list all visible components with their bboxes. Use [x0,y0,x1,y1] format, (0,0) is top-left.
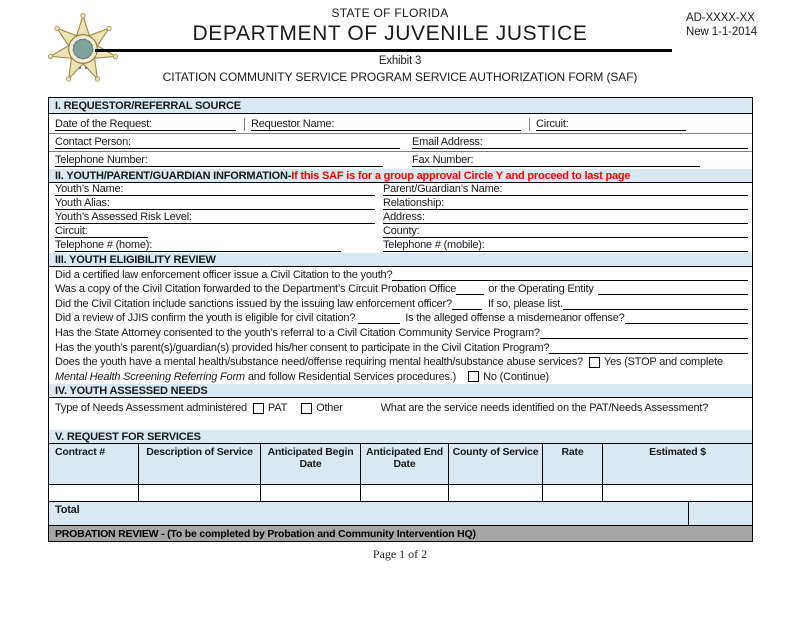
address-field[interactable] [427,212,748,224]
eligibility-q3-text-a: Did the Civil Citation include sanctions issued by the issuing law enforcement officer? [55,297,452,310]
phone-home-field[interactable] [154,240,341,252]
col-estimated: Estimated $ [649,445,706,458]
col-county: County of Service [449,444,543,484]
cell-end-date[interactable] [361,485,449,501]
phone-mobile-label: Telephone # (mobile): [383,239,485,251]
col-begin-date: Anticipated Begin Date [261,444,361,484]
service-needs-question: What are the service needs identified on the PAT/Needs Assessment? [380,401,709,414]
eligibility-q3 [49,296,752,311]
mental-health-no-label: No (Continue) [483,370,550,383]
eligibility-q7 [49,355,752,370]
email-address-field[interactable] [485,137,748,149]
total-label: Total [49,502,689,525]
eligibility-q4-text-b: Is the alleged offense a misdemeanor offense? [405,312,625,325]
relationship-field[interactable] [446,198,748,210]
section-2-header [49,169,752,183]
exhibit-label: Exhibit 3 [378,55,422,67]
cell-county[interactable] [449,485,543,501]
section-2-heading: II. YOUTH/PARENT/GUARDIAN INFORMATION- [55,170,292,182]
circuit-2-field[interactable] [90,226,148,238]
telephone-number-field[interactable] [150,155,383,167]
requestor-name-label: Requestor Name: [251,118,335,130]
eligibility-q3-field-b[interactable] [563,298,748,310]
eligibility-q4-field-a[interactable] [358,312,400,324]
phone-mobile-field[interactable] [487,240,748,252]
youth-name-label: Youth’s Name: [55,183,124,195]
eligibility-q2-text-a: Was a copy of the Civil Citation forwarded to the Department’s Circuit Probation Office [55,283,457,296]
county-field[interactable] [422,226,748,238]
col-end-date: Anticipated End Date [361,444,449,484]
contact-person-field[interactable] [133,137,400,149]
cell-begin-date[interactable] [261,485,361,501]
requestor-name-field[interactable] [336,119,521,131]
form-number: AD-XXXX-XX [686,12,755,24]
phone-home-label: Telephone # (home): [55,239,153,251]
col-description: Description of Service [139,444,261,484]
eligibility-q6 [49,340,752,355]
eligibility-q1 [49,267,752,282]
eligibility-q1-field[interactable] [392,269,748,281]
section-2-row-2 [49,197,752,211]
form-title: CITATION COMMUNITY SERVICE PROGRAM SERVICE AUTHORIZATION FORM (SAF) [162,70,638,84]
eligibility-q5-field[interactable] [540,327,748,339]
mental-health-procedures-text: and follow Residential Services procedures.) [247,370,457,383]
section-3-header: III. YOUTH ELIGIBILITY REVIEW [49,253,752,267]
needs-assessment-question: Type of Needs Assessment administered [55,401,247,414]
cell-estimated[interactable] [603,485,752,501]
eligibility-q6-text: Has the youth’s parent(s)/guardian(s) provided his/her consent to participate in the Civil Citation Program? [55,341,550,354]
needs-assessment-row [49,398,752,418]
eligibility-q4 [49,311,752,326]
saf-form [48,97,753,542]
mental-health-yes-label: Yes (STOP and complete [603,356,723,369]
eligibility-q5 [49,325,752,340]
pat-checkbox[interactable] [253,403,264,414]
youth-name-field[interactable] [125,184,375,196]
eligibility-q7-text: Does the youth have a mental health/substance need/offense requiring mental health/substance abuse services? [55,356,583,369]
date-of-request-field[interactable] [154,119,236,131]
county-label: County: [383,225,420,237]
mental-health-form-name: Mental Health Screening Referring Form [55,370,245,383]
section-2-row-1 [49,183,752,197]
page-number: Page 1 of 2 [372,547,428,561]
section-2-row-5 [49,239,752,253]
probation-review-header: PROBATION REVIEW - (To be completed by Probation and Community Intervention HQ) [49,526,752,541]
parent-guardian-name-field[interactable] [504,184,748,196]
eligibility-q8 [49,369,752,384]
eligibility-q2-text-b: or the Operating Entity [488,283,594,296]
section-2-row-3 [49,211,752,225]
section-5-header: V. REQUEST FOR SERVICES [49,430,752,444]
circuit-2-label: Circuit: [55,225,88,237]
eligibility-q4-text-a: Did a review of JJIS confirm the youth is eligible for civil citation? [55,312,356,325]
youth-alias-label: Youth Alias: [55,197,110,209]
telephone-number-label: Telephone Number: [55,154,148,166]
services-table-total-row [49,502,752,526]
state-title: STATE OF FLORIDA [331,6,449,20]
eligibility-q5-text: Has the State Attorney consented to the youth’s referral to a Civil Citation Community Service Program? [55,326,540,339]
mental-health-yes-checkbox[interactable] [589,357,600,368]
section-4-header: IV. YOUTH ASSESSED NEEDS [49,384,752,398]
section-1-header: I. REQUESTOR/REFERRAL SOURCE [49,98,752,114]
cell-description[interactable] [139,485,261,501]
col-contract: Contract # [49,444,139,484]
form-number-block [686,11,757,39]
services-table-empty-row [49,485,752,502]
eligibility-q4-field-b[interactable] [625,312,748,324]
cell-rate[interactable] [543,485,603,501]
parent-guardian-name-label: Parent/Guardian’s Name: [383,183,503,195]
relationship-label: Relationship: [383,197,444,209]
date-of-request-label: Date of the Request: [55,118,152,130]
eligibility-q1-text: Did a certified law enforcement officer issue a Civil Citation to the youth? [55,268,393,281]
fax-number-label: Fax Number: [412,154,474,166]
youth-alias-field[interactable] [112,198,375,210]
contact-person-label: Contact Person: [55,136,131,148]
department-title: DEPARTMENT OF JUVENILE JUSTICE [192,22,588,45]
cell-contract[interactable] [49,485,139,501]
other-label: Other [316,401,343,414]
section-2-group-note: If this SAF is for a group approval Circle Y and proceed to last page [291,170,631,182]
form-revision-date: New 1-1-2014 [686,26,758,38]
mental-health-no-checkbox[interactable] [468,371,479,382]
eligibility-q3-text-b: If so, please list. [487,297,564,310]
eligibility-q2-field-b[interactable] [598,283,748,295]
services-table-header-row [49,444,752,485]
eligibility-q3-field-a[interactable] [452,298,482,310]
address-label: Address: [383,211,425,223]
pat-label: PAT [267,401,288,414]
fax-number-field[interactable] [475,155,700,167]
risk-level-field[interactable] [194,212,375,224]
section-1-row-3 [49,152,752,169]
col-rate: Rate [543,444,603,484]
page-header [0,0,800,97]
request-for-services-table [49,444,752,526]
eligibility-q2-field-a[interactable] [456,283,484,295]
section-1-row-2 [49,134,752,152]
circuit-field[interactable] [571,119,686,131]
header-divider [95,49,672,52]
eligibility-q6-field[interactable] [549,342,748,354]
total-amount-cell[interactable] [689,502,752,525]
other-checkbox[interactable] [301,403,312,414]
circuit-label: Circuit: [536,118,569,130]
risk-level-label: Youth’s Assessed Risk Level: [55,211,192,223]
section-2-row-4 [49,225,752,239]
needs-assessment-answer-area[interactable] [49,418,752,430]
section-1-row-1 [49,114,752,134]
eligibility-q2 [49,282,752,297]
email-address-label: Email Address: [412,136,483,148]
